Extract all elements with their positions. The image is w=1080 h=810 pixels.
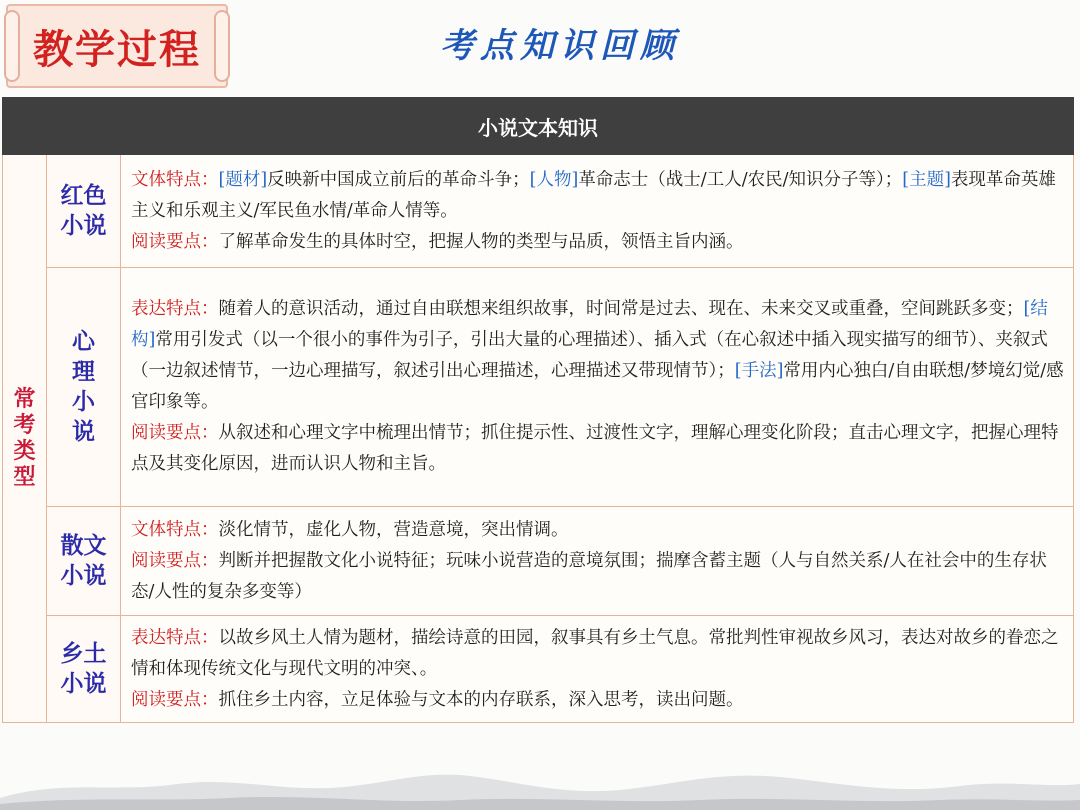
body-text: 以故乡风土人情为题材，描绘诗意的田园，叙事具有乡土气息。常批判性审视故乡风习，表达对故乡的眷恋之情和体现传统文化与现代文明的冲突、。 bbox=[131, 627, 1059, 679]
body-text: 常用内心独白/自由联想/梦境幻觉/感官印象等。 bbox=[131, 361, 1064, 412]
content-cell bbox=[121, 507, 1074, 616]
topic-tag: [结构] bbox=[131, 299, 1048, 350]
content-paragraph bbox=[131, 546, 1065, 608]
section-label: 阅读要点： bbox=[131, 689, 219, 710]
content-cell bbox=[121, 268, 1074, 507]
mountain-landscape-decoration bbox=[0, 740, 1080, 810]
body-text: 抓住乡土内容，立足体验与文本的内存联系，深入思考，读出问题。 bbox=[218, 689, 744, 710]
body-text: 表现革命英雄主义和乐观主义/军民鱼水情/革命人情等。 bbox=[131, 169, 1056, 221]
body-text: 反映新中国成立前后的革命斗争； bbox=[267, 169, 530, 190]
body-text: 革命志士（战士/工人/农民/知识分子等）； bbox=[578, 169, 903, 190]
body-text: 随着人的意识活动，通过自由联想来组织故事，时间常是过去、现在、未来交叉或重叠，空间跳跃多变； bbox=[218, 299, 1024, 319]
side-label-cell bbox=[3, 155, 47, 723]
type-cell bbox=[47, 268, 121, 507]
slide-title: 考点知识回顾 bbox=[440, 26, 680, 66]
content-paragraph bbox=[131, 418, 1065, 480]
topic-tag: [主题] bbox=[902, 169, 951, 190]
content-paragraph bbox=[131, 515, 1065, 546]
type-label: 散文小说 bbox=[60, 533, 107, 589]
content-paragraph bbox=[131, 165, 1065, 227]
side-label: 常考类型 bbox=[13, 386, 36, 490]
type-label: 红色小说 bbox=[60, 183, 107, 239]
content-cell bbox=[121, 155, 1074, 268]
section-label: 阅读要点： bbox=[131, 550, 219, 571]
scroll-roll-right bbox=[214, 10, 230, 82]
section-label: 文体特点： bbox=[131, 169, 219, 190]
table-row bbox=[3, 268, 1074, 507]
table-row bbox=[3, 507, 1074, 616]
topic-tag: [手法] bbox=[734, 361, 784, 381]
table-row bbox=[3, 155, 1074, 268]
body-text: 从叙述和心理文字中梳理出情节；抓住提示性、过渡性文字，理解心理变化阶段；直击心理文字，把握心理特点及其变化原因，进而认识人物和主旨。 bbox=[131, 423, 1059, 474]
novel-knowledge-table bbox=[2, 97, 1074, 723]
content-paragraph bbox=[131, 685, 1065, 716]
section-badge-label: 教学过程 bbox=[33, 27, 201, 73]
table-header: 小说文本知识 bbox=[3, 98, 1074, 155]
section-label: 阅读要点： bbox=[131, 231, 219, 252]
content-cell bbox=[121, 616, 1074, 723]
type-label: 心理小说 bbox=[72, 329, 95, 445]
content-paragraph bbox=[131, 294, 1065, 418]
body-text: 常用引发式（以一个很小的事件为引子，引出大量的心理描述）、插入式（在心叙述中插入现实描写的细节）、夹叙式（一边叙述情节，一边心理描写，叙述引出心理描述，心理描述又带现情节）； bbox=[131, 330, 1048, 381]
type-cell bbox=[47, 507, 121, 616]
type-cell bbox=[47, 155, 121, 268]
body-text: 淡化情节，虚化人物，营造意境，突出情调。 bbox=[218, 519, 569, 540]
content-paragraph bbox=[131, 227, 1065, 258]
section-label: 文体特点： bbox=[131, 519, 219, 540]
topic-tag: [人物] bbox=[529, 169, 579, 190]
type-cell bbox=[47, 616, 121, 723]
section-label: 阅读要点： bbox=[131, 423, 219, 443]
content-paragraph bbox=[131, 623, 1065, 685]
section-label: 表达特点： bbox=[131, 299, 219, 319]
body-text: 了解革命发生的具体时空，把握人物的类型与品质，领悟主旨内涵。 bbox=[218, 231, 744, 252]
body-text: 判断并把握散文化小说特征；玩味小说营造的意境氛围；揣摩含蓄主题（人与自然关系/人在社会中的生存状态/人性的复杂多变等） bbox=[131, 550, 1047, 602]
table-row bbox=[3, 616, 1074, 723]
type-label: 乡土小说 bbox=[60, 641, 107, 697]
section-label: 表达特点： bbox=[131, 627, 219, 648]
section-badge bbox=[6, 4, 228, 88]
topic-tag: [题材] bbox=[218, 169, 268, 190]
